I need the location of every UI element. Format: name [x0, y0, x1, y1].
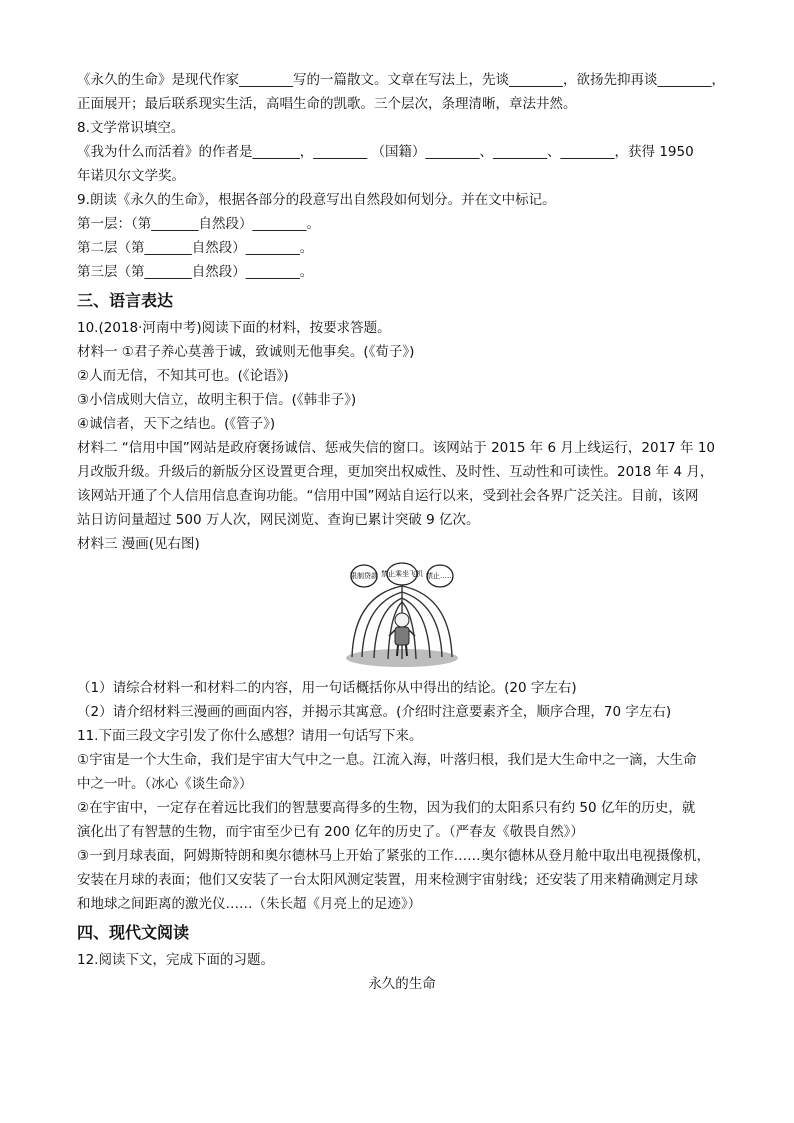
q9-title: 9.朗读《永久的生命》，根据各部分的段意写出自然段如何划分。并在文中标记。: [77, 192, 556, 208]
q9-layer-1: 第一层：（第_______自然段）________。: [77, 216, 320, 232]
sign-right: [426, 565, 454, 587]
material-2-d: 站日访问量超过 500 万人次，网民浏览、查询已累计突破 9 亿次。: [77, 512, 480, 528]
q10-sub-1: （1）请综合材料一和材料二的内容，用一句话概括你从中得出的结论。(20 字左右): [77, 680, 577, 696]
material-2-c: 该网站开通了个人信用信息查询功能。“信用中国”网站自运行以来，受到社会各界广泛关注。目前，该网: [77, 488, 699, 504]
q10-title: 10.(2018·河南中考)阅读下面的材料，按要求答题。: [77, 320, 391, 336]
q8-line-1: 《我为什么而活着》的作者是_______，________ （国籍）________、________、________，获得 1950: [77, 144, 694, 160]
sign-right-text: 禁止……: [426, 572, 454, 580]
q11-1-a: ①宇宙是一个大生命，我们是宇宙大气中之一息。江流入海，叶落归根，我们是大生命中之一滴，大生命: [77, 752, 697, 768]
section-heading-3: 三、语言表达: [77, 291, 174, 310]
q9-layer-2: 第二层（第_______自然段）________。: [77, 240, 314, 256]
sign-left-text: 限制贷款: [350, 572, 378, 580]
q10-sub-2: （2）请介绍材料三漫画的画面内容，并揭示其寓意。(介绍时注意要素齐全，顺序合理，70 字左右): [77, 704, 672, 720]
sign-left: [350, 565, 378, 587]
q11-title: 11.下面三段文字引发了你什么感想？请用一句话写下来。: [77, 728, 423, 744]
document-page: [77, 68, 727, 996]
material-1-c: ③小信成则大信立，故明主积于信。(《韩非子》): [77, 392, 357, 408]
sign-middle: [381, 563, 423, 585]
q8-line-2: 年诺贝尔文学奖。: [77, 168, 185, 184]
material-3: 材料三 漫画(见右图): [77, 536, 200, 552]
q7-line-2: 正面展开；最后联系现实生活，高唱生命的凯歌。三个层次，条理清晰，章法井然。: [77, 96, 577, 112]
material-1-d: ④诚信者，天下之结也。(《管子》): [77, 416, 276, 432]
cartoon-figure: [77, 562, 727, 670]
material-1-a: 材料一 ①君子养心莫善于诚，致诚则无他事矣。(《荀子》): [77, 344, 415, 360]
q8-title: 8.文学常识填空。: [77, 120, 185, 136]
q11-3-c: 和地球之间距离的激光仪……（朱长超《月亮上的足迹》）: [77, 896, 422, 912]
material-2-b: 月改版升级。升级后的新版分区设置更合理，更加突出权威性、及时性、互动性和可读性。2018 年 4 月，: [77, 464, 714, 480]
essay-title: 永久的生命: [368, 976, 436, 992]
material-2-a: 材料二 “信用中国”网站是政府褒扬诚信、惩戒失信的窗口。该网站于 2015 年 6 月上线运行，2017 年 10: [77, 440, 716, 456]
q11-2-a: ②在宇宙中，一定存在着远比我们的智慧要高得多的生物，因为我们的太阳系只有约 50 亿年的历史，就: [77, 800, 696, 816]
cartoon-illustration: [342, 562, 462, 670]
q11-3-a: ③一到月球表面，阿姆斯特朗和奥尔德林马上开始了紧张的工作……奥尔德林从登月舱中取出电视摄像机，: [77, 848, 711, 864]
q12-title: 12.阅读下文，完成下面的习题。: [77, 952, 274, 968]
q11-2-b: 演化出了有智慧的生物，而宇宙至少已有 200 亿年的历史了。（严春友《敬畏自然》）: [77, 824, 584, 840]
q9-layer-3: 第三层（第_______自然段）________。: [77, 264, 314, 280]
q7-line-1: 《永久的生命》是现代作家________写的一篇散文。文章在写法上，先谈________，欲扬先抑再谈________，: [77, 72, 725, 88]
section-heading-4: 四、现代文阅读: [77, 923, 190, 942]
q11-3-b: 安装在月球的表面；他们又安装了一台太阳风测定装置，用来检测宇宙射线；还安装了用来精确测定月球: [77, 872, 698, 888]
q11-1-b: 中之一叶。（冰心《谈生命》）: [77, 776, 253, 792]
material-1-b: ②人而无信，不知其可也。(《论语》): [77, 368, 289, 384]
sign-middle-text: 禁止乘坐飞机: [381, 570, 423, 578]
